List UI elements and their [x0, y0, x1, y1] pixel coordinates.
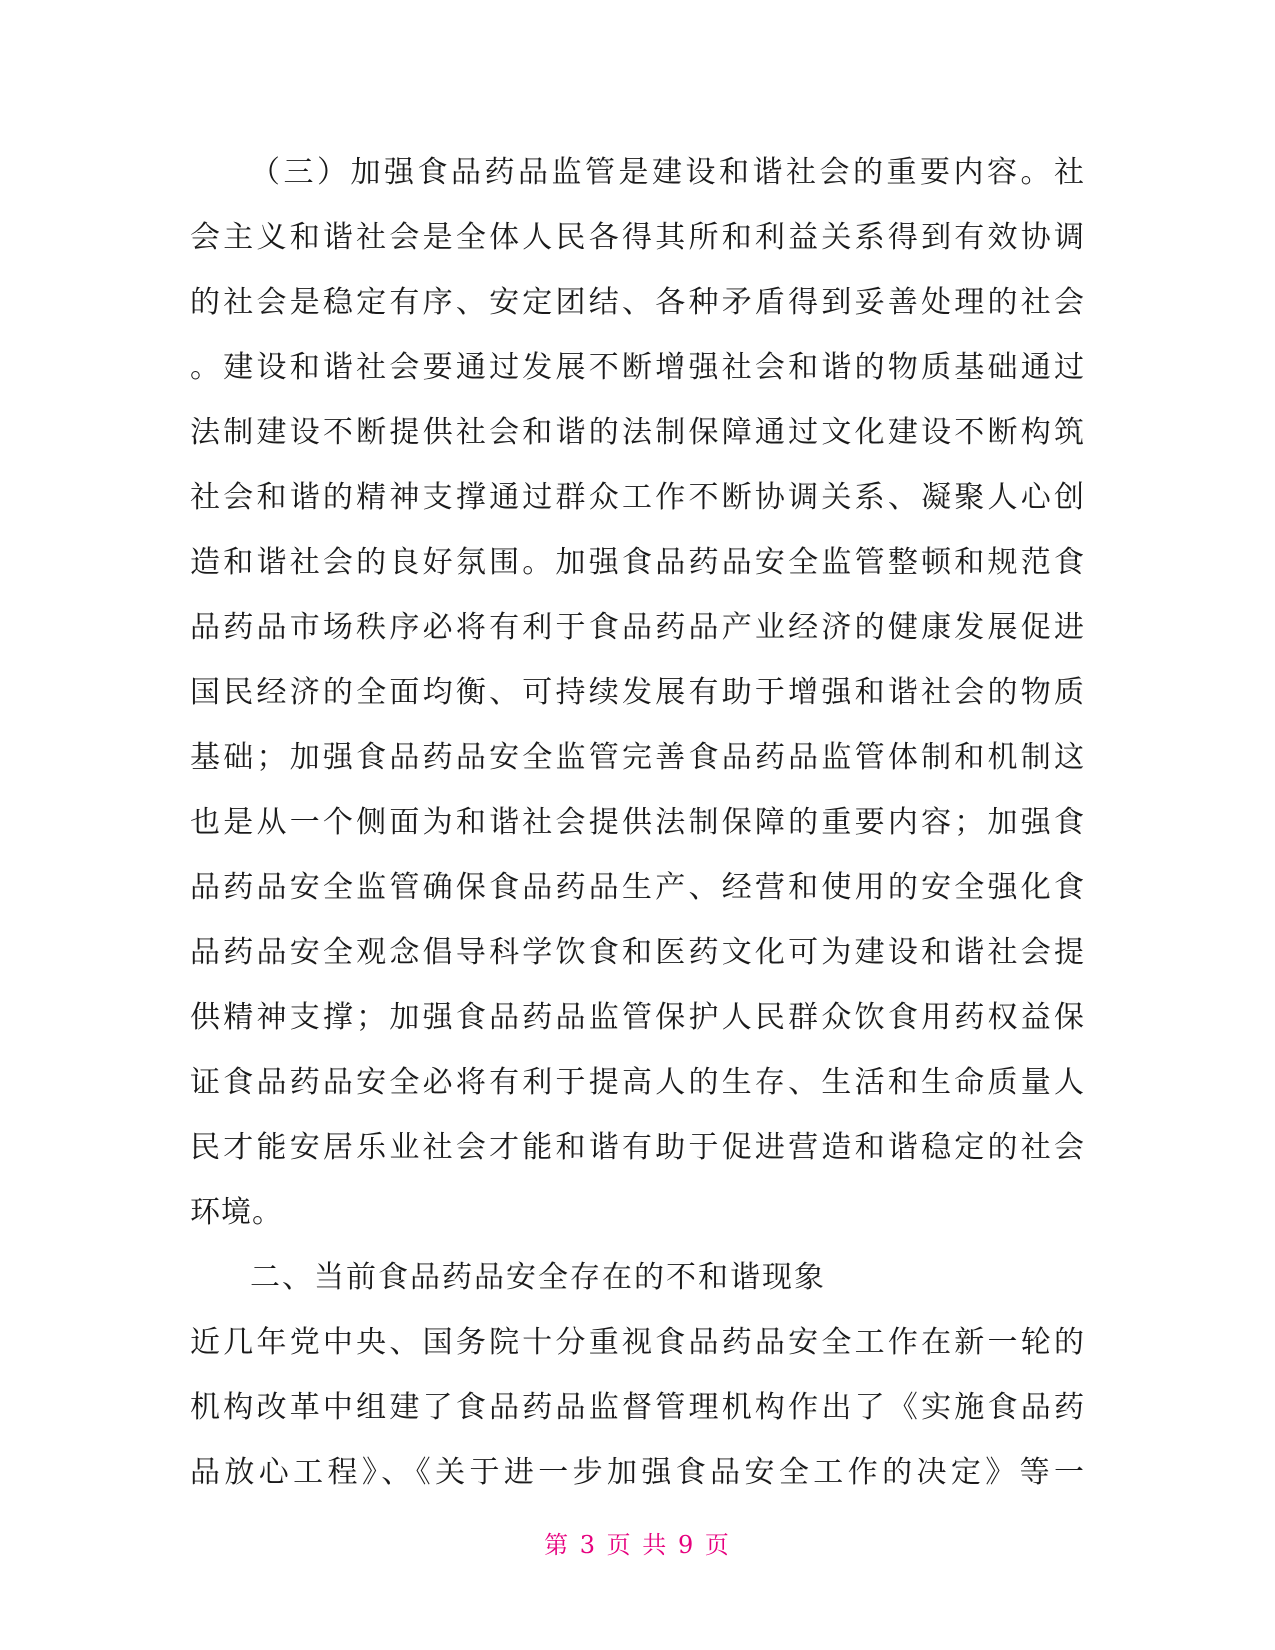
paragraph-line: 近几年党中央、国务院十分重视食品药品安全工作在新一轮的 [190, 1325, 1085, 1360]
paragraph-line: 供精神支撑；加强食品药品监管保护人民群众饮食用药权益保 [190, 1000, 1085, 1035]
paragraph-line: 。建设和谐社会要通过发展不断增强社会和谐的物质基础通过 [190, 350, 1085, 385]
paragraph-line: 品放心工程》、《关于进一步加强食品安全工作的决定》等一 [190, 1455, 1085, 1490]
body-text [190, 140, 1085, 1505]
paragraph-line: 品药品安全观念倡导科学饮食和医药文化可为建设和谐社会提 [190, 935, 1085, 970]
paragraph-line: 机构改革中组建了食品药品监督管理机构作出了《实施食品药 [190, 1390, 1085, 1425]
paragraph-line: 会主义和谐社会是全体人民各得其所和利益关系得到有效协调 [190, 220, 1085, 255]
paragraph-line: （三）加强食品药品监管是建设和谐社会的重要内容。社 [250, 155, 1085, 190]
page-number-footer: 第 3 页 共 9 页 [544, 1531, 731, 1559]
paragraph-line: 社会和谐的精神支撑通过群众工作不断协调关系、凝聚人心创 [190, 480, 1085, 515]
paragraph-line: 证食品药品安全必将有利于提高人的生存、生活和生命质量人 [190, 1065, 1085, 1100]
paragraph-line: 品药品安全监管确保食品药品生产、经营和使用的安全强化食 [190, 870, 1085, 905]
paragraph-line: 造和谐社会的良好氛围。加强食品药品安全监管整顿和规范食 [190, 545, 1085, 580]
paragraph-line: 基础；加强食品药品安全监管完善食品药品监管体制和机制这 [190, 740, 1085, 775]
paragraph-line: 的社会是稳定有序、安定团结、各种矛盾得到妥善处理的社会 [190, 285, 1085, 320]
paragraph-line: 法制建设不断提供社会和谐的法制保障通过文化建设不断构筑 [190, 415, 1085, 450]
paragraph-line: 民才能安居乐业社会才能和谐有助于促进营造和谐稳定的社会 [190, 1130, 1085, 1165]
paragraph-line: 国民经济的全面均衡、可持续发展有助于增强和谐社会的物质 [190, 675, 1085, 710]
paragraph-line: 环境。 [190, 1195, 283, 1230]
paragraph-line: 也是从一个侧面为和谐社会提供法制保障的重要内容；加强食 [190, 805, 1085, 840]
section-heading: 二、当前食品药品安全存在的不和谐现象 [250, 1260, 826, 1295]
paragraph-line: 品药品市场秩序必将有利于食品药品产业经济的健康发展促进 [190, 610, 1085, 645]
